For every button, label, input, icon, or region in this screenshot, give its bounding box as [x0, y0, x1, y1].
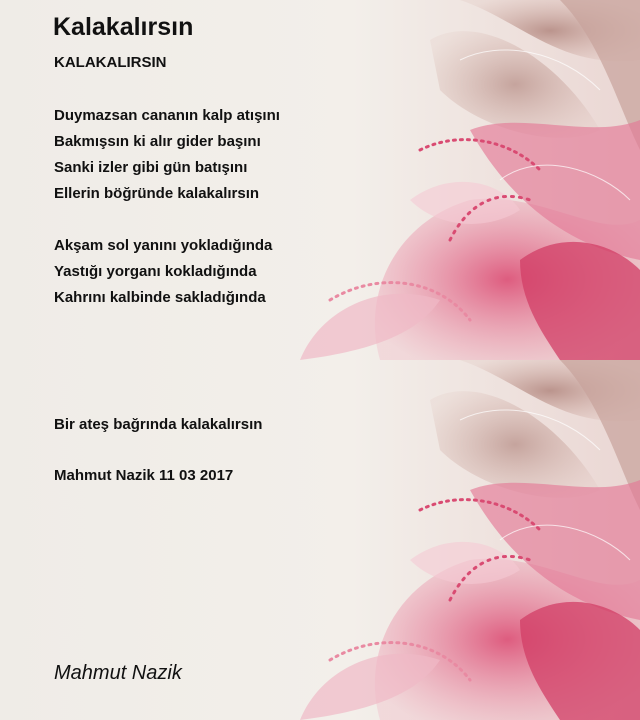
poem-line: Ellerin böğründe kalakalırsın [54, 185, 260, 202]
poem-line: Sanki izler gibi gün batışını [54, 159, 248, 176]
stanza [54, 233, 272, 311]
poem-line: Bir ateş bağrında kalakalırsın [54, 416, 263, 433]
stanza [54, 412, 262, 438]
poem-line: Bakmışsın ki alır gider başını [54, 133, 261, 150]
poem-line: Kahrını kalbinde sakladığında [54, 289, 266, 306]
author-signature: Mahmut Nazik [54, 662, 182, 684]
poem-line: Akşam sol yanını yokladığında [54, 237, 273, 254]
poem-subtitle: KALAKALIRSIN [54, 54, 167, 71]
stanza [54, 103, 280, 207]
poem-title: Kalakalırsın [53, 13, 194, 41]
poem-line: Duymazsan cananın kalp atışını [54, 107, 280, 124]
author-date: Mahmut Nazik 11 03 2017 [54, 467, 234, 484]
poem-line: Yastığı yorganı kokladığında [54, 263, 257, 280]
